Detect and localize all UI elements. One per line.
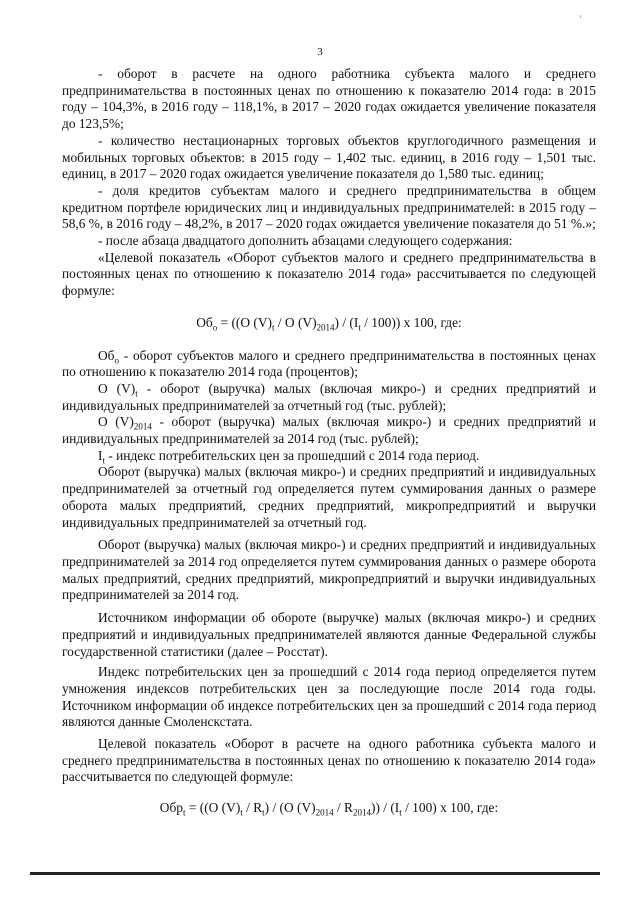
paragraph-per-worker-indicator: Целевой показатель «Оборот в расчете на одного работника субъекта малого и среднего предпринимательства в постоянных ценах по отношению к показателю 2014 года» рассчитывается по следующей формуле: [62,736,596,785]
paragraph-amendment: - после абзаца двадцатого дополнить абзацами следующего содержания: [98,233,513,249]
formula2-sub1: t [240,807,243,818]
formula2-seg5: )) / (I [370,800,400,816]
definition-symbol-sub: t [135,388,138,399]
paragraph-2014-turnover: Оборот (выручка) малых (включая микро-) и средних предприятий и индивидуальных предпринимателей за 2014 год определяется путем суммирования данных о размере оборота малых предприятий, средних предприятий, микропредприятий и выручки индивидуальных предпринимателей за 2014 год. [62,537,596,603]
paragraph-credit-share: - доля кредитов субъектам малого и среднего предпринимательства в общем кредитном портфеле юридических лиц и индивидуальных предпринимателей: в 2015 году – 58,6 %, в 2016 году – 48,2%, в 2017 – 2020 годах ожидается увеличение показателя до 51 %.»; [62,182,596,232]
formula1-seg3: ) / (I [334,314,359,330]
definition-symbol-sub: t [102,455,105,466]
formula2-seg6: / 100) x 100, где: [401,800,499,816]
formula1-sub1: t [272,322,275,333]
formula1-seg2: / О (V) [274,314,317,330]
formula1-seg1: = ((О (V) [217,314,272,330]
formula1-lhs-sub: о [212,322,218,333]
paragraph-turnover-per-worker: - оборот в расчете на одного работника субъекта малого и среднего предпринимательства в постоянных ценах по отношению к показателю 2014 года: в 2015 году – 104,3%, в 2016 году – 118,1%, в 2017 – 2020 годах ожидается увеличение показателя до 123,5%; [62,66,596,132]
formula1-sub2: 2014 [316,322,335,333]
definition-i-t [62,448,596,465]
definition-ob-o [62,348,596,381]
footer-rule [30,872,600,875]
formula2-sub3: 2014 [315,807,334,818]
formula2-sub2: t [262,807,265,818]
paragraph-indicator-intro: «Целевой показатель «Оборот субъектов малого и среднего предпринимательства в постоянных ценах по отношению к показателю 2014 года» рассчитывается по следующей формуле: [62,249,596,299]
formula2-sub4: 2014 [352,807,371,818]
paragraph-cpi: Индекс потребительских цен за прошедший с 2014 года период определяется путем умножения индексов потребительских цен за последующие после 2014 года годы. Источником информации об индексе потребительских цен за прошедший с 2014 года период являются данные Смоленскстата. [62,664,596,730]
definition-ov-2014 [62,414,596,447]
formula2-lhs: Обр [159,800,183,816]
definition-ov-t [62,381,596,414]
formula1-sub3: t [358,322,361,333]
formula-turnover [62,315,596,332]
definition-symbol: Об [98,347,115,363]
definition-text: - оборот (выручка) малых (включая микро-) и средних предприятий и индивидуальных предпринимателей за отчетный год (тыс. рублей); [62,380,597,413]
paragraph-rosstat-source: Источником информации об обороте (выручке) малых (включая микро-) и средних предприятий и индивидуальных предпринимателей являются данные Федеральной службы государственной статистики (далее – Росстат). [62,610,596,659]
page-number: 3 [317,46,323,58]
formula2-seg1: = ((О (V) [185,800,241,816]
formula1-seg4: / 100)) x 100, где: [360,314,462,330]
paragraph-trade-objects: - количество нестационарных торговых объектов круглогодичного размещения и мобильных торговых объектов: в 2015 году – 1,402 тыс. единиц, в 2016 году – 1,501 тыс. единиц, в 2017 – 2020 годах ожидается увеличение показателя до 1,580 тыс. единиц; [62,132,596,182]
formula-turnover-per-worker [62,800,596,817]
formula2-seg4: / R [333,800,353,816]
formula1-lhs: Об [196,314,213,330]
definition-symbol-sub: о [114,355,119,366]
formula2-seg3: ) / (О (V) [264,800,316,816]
definition-symbol: О (V) [98,380,136,396]
definition-text: - индекс потребительских цен за прошедший с 2014 года период. [104,447,480,463]
definition-symbol: I [98,447,103,463]
paragraph-reporting-year-turnover: Оборот (выручка) малых (включая микро-) и средних предприятий и индивидуальных предпринимателей за отчетный год определяется путем суммирования данных о размере оборота малых предприятий, средних предприятий, микропредприятий и выручки индивидуальных предпринимателей за отчетный год. [62,464,596,530]
corner-mark: ' [580,14,582,24]
formula2-lhs-sub: t [182,807,186,818]
definition-text: - оборот субъектов малого и среднего предпринимательства в постоянных ценах по отношению к показателю 2014 года (процентов); [62,347,596,380]
formula2-sub5: t [399,807,402,818]
definition-symbol-sub: 2014 [133,422,152,433]
definition-text: - оборот (выручка) малых (включая микро-) и средних предприятий и индивидуальных предпринимателей за 2014 год (тыс. рублей); [62,414,597,447]
formula2-seg2: / R [242,800,263,816]
document-body [62,66,596,817]
definition-symbol: О (V) [98,414,134,430]
